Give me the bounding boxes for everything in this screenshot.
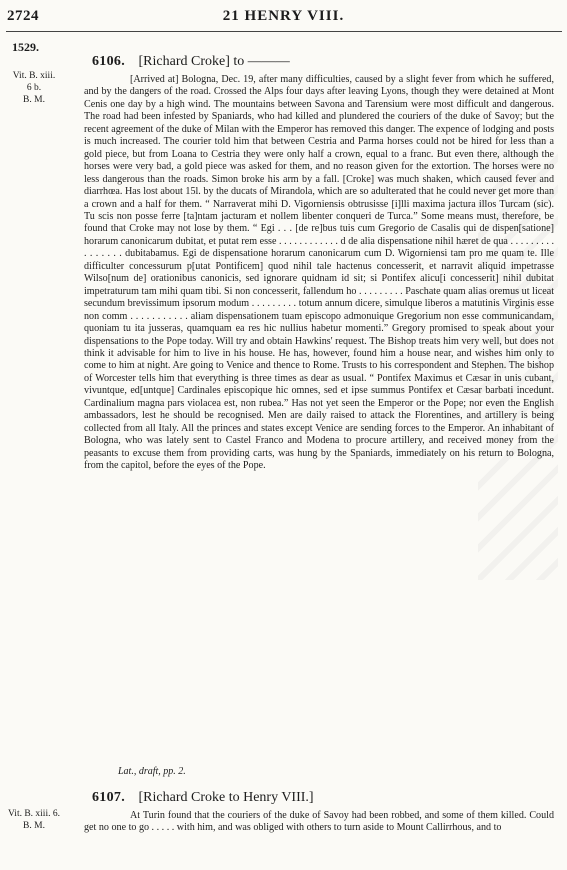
margin-ref-line: 6 b. — [26, 83, 42, 93]
margin-ref-line: Vit. B. xiii. 6. — [8, 809, 60, 819]
header-rule — [6, 31, 562, 32]
margin-ref-line: Vit. B. xiii. — [12, 71, 56, 81]
entry-6107-heading — [92, 790, 314, 806]
page-number: 2724 — [7, 8, 39, 24]
entry-6107-number: 6107. — [92, 790, 125, 805]
entry-6106-number: 6106. — [92, 54, 125, 69]
entry-6107-body — [84, 810, 554, 835]
entry-6106-margin-ref — [6, 70, 62, 106]
running-title: 21 HENRY VIII. — [222, 8, 345, 24]
entry-6106-title: [Richard Croke] to ——— — [138, 54, 290, 69]
margin-ref-line: B. M. — [23, 821, 45, 831]
entry-6107-paragraph: At Turin found that the couriers of the duke of Savoy had been robbed, and some of them killed. Could get no one to go . . . . . with him, and was obliged with others to turn aside to Mount Callirrhous, and to — [84, 810, 554, 834]
entry-6106-paragraph: [Arrived at] Bologna, Dec. 19, after many difficulties, caused by a slight fever from which he suffered, and by the dangers of the road. Crossed the Alps four days after leaving Lyons, though they were detained at Mont Cenis one day by a high wind. The mountains between Savona and Tarensium were most difficult and dangerous. The road had been infested by Spaniards, who had killed and plundered the couriers of the duke of Savoy; but the recent agreement of the duke of Milan with the Emperor has removed this danger. The expence of lodging and posts is much increased. The courier told him that between Cestria and Parma horses could not be hired for less than a gold piece, but from Loana to Cestria they were only half a crown, equal to a franc. But even there, although the horses were very bad, a gold piece was asked for them, and no reason given for the extortion. The horses were no less dangerous than the roads. Simon broke his arm by a fall. [Croke] was much shaken, which caused fever and diarrhœa. Has lost about 15l. by the ducats of Mirandola, which are so adulterated that he could never get more than a crown and a half for them. “ Narraverat mihi D. Vigorniensis obtrusisse [i]lli maxima jactura illos Turcam (sic). Tu scis non posse ferre [ta]ntam jacturam et nollem libenter conqueri de Turca.” Some means must, therefore, be found that Croke may not lose by them. “ Egi . . . [de re]bus tuis cum Gregorio de Casalis qui de dispen[satione] horarum canonicarum dubitat, et putat rem esse . . . . . . . . . . . . d de alia dispensatione nihil hæret de qua . . . . . . . . . . . . . . . . dubitabamus. Egi de dispensatione horarum canonicarum cum D. Wigorniensi tam pro me quam te. Ille difficulter concessurum p[utat Pontificem] quod nihil tale hactenus concesserit, et narravit aliquid impetrasse Wilso[num de] orationibus canonicis, sed ignorare quidnam id sit; si Pontifex alicu[i concesserit] nihil dubitat impetraturum tam mihi quam tibi. Si non concesserit, fallendum ho . . . . . . . . . Paschate quam alias oremus ut liceat secundum brevissimum ipsorum modum . . . . . . . . . totum annum dicere, simulque liberos a matutinis Virginis esse non comm . . . . . . . . . . . aliam dispensationem tuam episcopo admonuique Gregorium non esse communicandam, quoniam tu ita jusseras, quamquam ea res hic nullius habetur momenti.” Gregory promised to speak about your dispensations to the Pope today. Will try and obtain Hawkins' request. The Bishop treats him very well, but does not think it advisable for him to live in his house. He has, however, found him a house near, and wishes him only to come to him at night. Are going to Venice and thence to Rome. Trusts to his correspondent and Stephen. The bishop of Worcester tells him that everything is three times as dear as usual. “ Pontifex Maximus et Cæsar in unis cubant, vivuntque, ed[untque] Cardinales episcopique hic omnes, sed et ipse summus Pontifex et Cæsar barbati incedunt. Cardinalium magna pars violacea est, non rubea.” Has not yet seen the Emperor or the Pope; nor even the English ambassadors, lest he should be recognised. Men are daily raised to attack the Florentines, and artillery is being collected from all Italy. All the princes and states except Venice are sending forces to the Emperor. An inhabitant of Bologna, who was lately sent to Castel Franco and Modena to procure artillery, and received money from the peasants to excuse them from providing carts, was hung by the Spaniards, immediately on his return to Bologna, from the capitol, before the eyes of the Pope. — [84, 74, 554, 472]
entry-6106-body — [84, 74, 554, 473]
entry-6106-footnote: Lat., draft, pp. 2. — [118, 766, 186, 777]
entry-6107-margin-ref — [6, 808, 62, 832]
entry-6106-heading — [92, 54, 290, 70]
margin-ref-line: B. M. — [23, 95, 45, 105]
year-label: 1529. — [12, 40, 39, 54]
entry-6107-title: [Richard Croke to Henry VIII.] — [138, 790, 314, 805]
